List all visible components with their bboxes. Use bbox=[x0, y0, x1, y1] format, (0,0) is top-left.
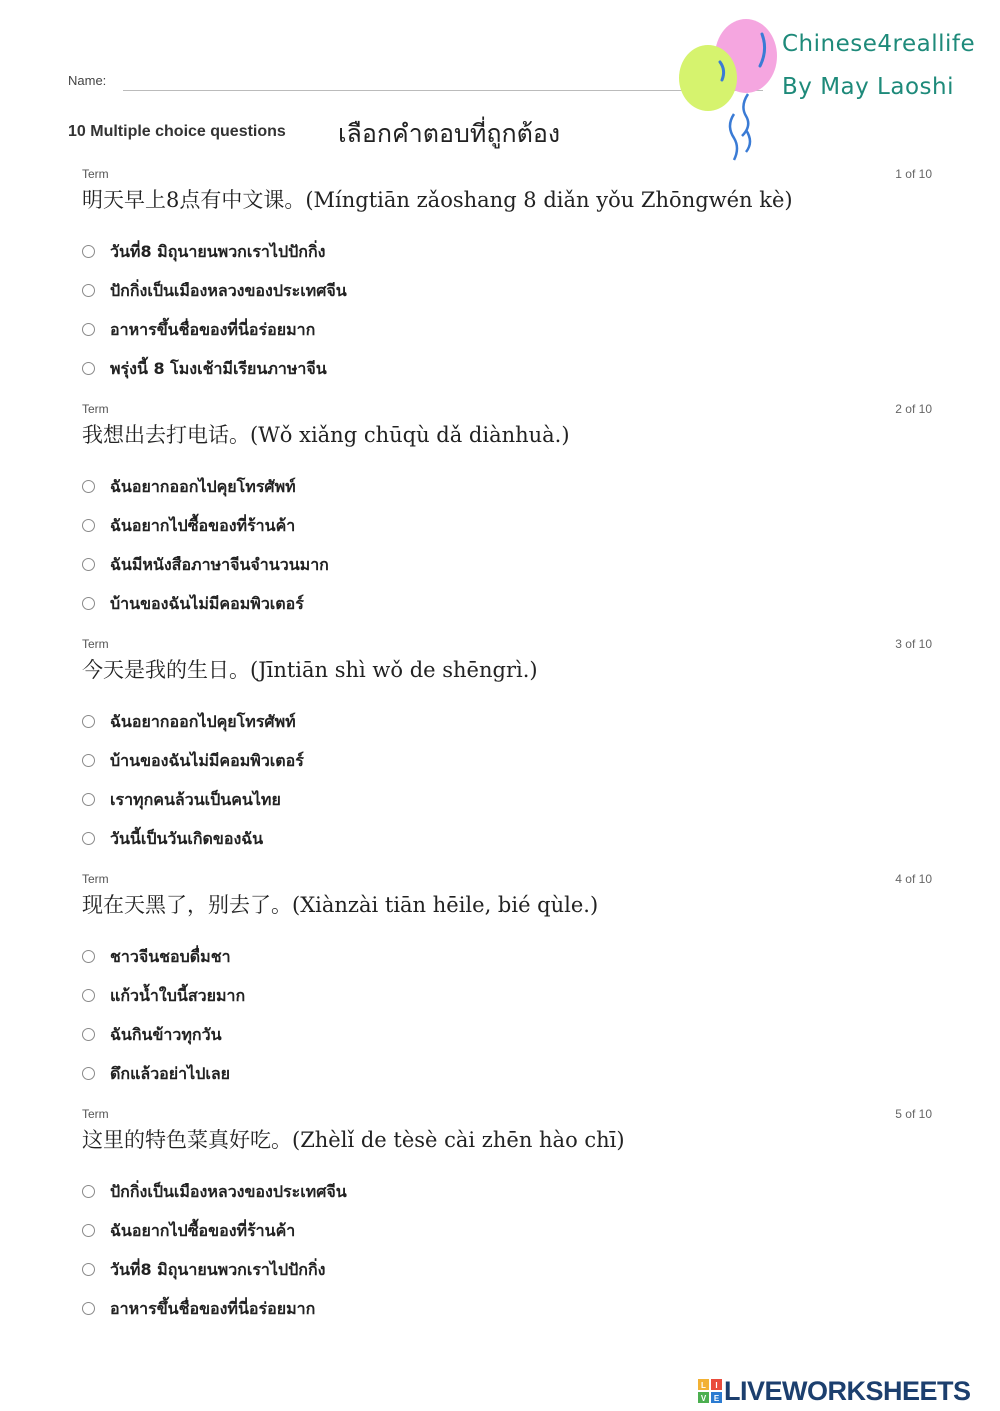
question-counter: 3 of 10 bbox=[895, 637, 932, 651]
answer-option[interactable] bbox=[82, 785, 582, 815]
question-counter: 1 of 10 bbox=[895, 167, 932, 181]
question-5 bbox=[82, 1107, 932, 1337]
radio-icon[interactable] bbox=[82, 950, 95, 963]
option-text: วันที่8 มิถุนายนพวกเราไปปักกิ่ง bbox=[110, 242, 326, 261]
answer-option[interactable] bbox=[82, 1177, 582, 1207]
logo-letter: L bbox=[701, 1381, 706, 1390]
logo-letter: E bbox=[713, 1394, 720, 1403]
term-label: Term bbox=[82, 872, 109, 886]
radio-icon[interactable] bbox=[82, 597, 95, 610]
option-text: อาหารขึ้นชื่อของที่นี่อร่อยมาก bbox=[110, 320, 316, 339]
question-1 bbox=[82, 167, 932, 397]
answer-option[interactable] bbox=[82, 550, 582, 580]
option-text: บ้านของฉันไม่มีคอมพิวเตอร์ bbox=[110, 751, 304, 770]
answer-option[interactable] bbox=[82, 1059, 582, 1089]
option-text: ดึกแล้วอย่าไปเลย bbox=[110, 1064, 230, 1083]
question-counter: 2 of 10 bbox=[895, 402, 932, 416]
logo-letter: V bbox=[700, 1394, 707, 1403]
answer-option[interactable] bbox=[82, 237, 582, 267]
answer-option[interactable] bbox=[82, 511, 582, 541]
name-input[interactable] bbox=[126, 70, 760, 90]
answer-option[interactable] bbox=[82, 707, 582, 737]
answer-option[interactable] bbox=[82, 315, 582, 345]
option-text: ฉันกินข้าวทุกวัน bbox=[110, 1025, 222, 1044]
radio-icon[interactable] bbox=[82, 245, 95, 258]
term-label: Term bbox=[82, 167, 109, 181]
radio-icon[interactable] bbox=[82, 480, 95, 493]
option-text: ฉันอยากไปซื้อของที่ร้านค้า bbox=[110, 1221, 296, 1240]
answer-option[interactable] bbox=[82, 589, 582, 619]
option-text: ฉันอยากออกไปคุยโทรศัพท์ bbox=[110, 712, 296, 731]
answer-option[interactable] bbox=[82, 981, 582, 1011]
liveworksheets-text: LIVEWORKSHEETS bbox=[724, 1376, 971, 1406]
question-3 bbox=[82, 637, 932, 867]
radio-icon[interactable] bbox=[82, 284, 95, 297]
radio-icon[interactable] bbox=[82, 1028, 95, 1041]
liveworksheets-logo-icon bbox=[698, 1379, 722, 1403]
answer-option[interactable] bbox=[82, 942, 582, 972]
option-text: บ้านของฉันไม่มีคอมพิวเตอร์ bbox=[110, 594, 304, 613]
answer-option[interactable] bbox=[82, 1216, 582, 1246]
instruction-text: เลือกคำตอบที่ถูกต้อง bbox=[338, 119, 561, 148]
answer-option[interactable] bbox=[82, 276, 582, 306]
name-row bbox=[68, 70, 768, 92]
brand-author: By May Laoshi bbox=[782, 74, 954, 100]
logo-letter: I bbox=[715, 1381, 718, 1390]
option-text: วันที่8 มิถุนายนพวกเราไปปักกิ่ง bbox=[110, 1260, 326, 1279]
answer-option[interactable] bbox=[82, 824, 582, 854]
option-text: แก้วน้ำใบนี้สวยมาก bbox=[110, 986, 246, 1005]
radio-icon[interactable] bbox=[82, 793, 95, 806]
option-text: พรุ่งนี้ 8 โมงเช้ามีเรียนภาษาจีน bbox=[110, 359, 327, 378]
name-underline bbox=[123, 90, 763, 91]
question-prompt: 今天是我的生日。(Jīntiān shì wǒ de shēngrì.) bbox=[82, 658, 538, 682]
answer-option[interactable] bbox=[82, 1294, 582, 1324]
option-text: เราทุกคนล้วนเป็นคนไทย bbox=[110, 790, 281, 809]
term-label: Term bbox=[82, 637, 109, 651]
option-text: ปักกิ่งเป็นเมืองหลวงของประเทศจีน bbox=[110, 281, 347, 300]
radio-icon[interactable] bbox=[82, 362, 95, 375]
question-prompt: 我想出去打电话。(Wǒ xiǎng chūqù dǎ diànhuà.) bbox=[82, 423, 570, 447]
term-label: Term bbox=[82, 402, 109, 416]
answer-option[interactable] bbox=[82, 472, 582, 502]
balloons-icon bbox=[676, 14, 786, 174]
brand-header bbox=[676, 14, 986, 174]
question-2 bbox=[82, 402, 932, 632]
question-counter: 5 of 10 bbox=[895, 1107, 932, 1121]
radio-icon[interactable] bbox=[82, 754, 95, 767]
option-text: วันนี้เป็นวันเกิดของฉัน bbox=[110, 829, 264, 848]
option-text: ชาวจีนชอบดื่มชา bbox=[110, 947, 231, 966]
term-label: Term bbox=[82, 1107, 109, 1121]
brand-name: Chinese4reallife bbox=[782, 31, 976, 57]
question-prompt: 现在天黑了，别去了。(Xiànzài tiān hēile, bié qùle.) bbox=[82, 893, 599, 917]
question-prompt: 这里的特色菜真好吃。(Zhèlǐ de tèsè cài zhēn hào chī) bbox=[82, 1128, 625, 1152]
radio-icon[interactable] bbox=[82, 519, 95, 532]
option-text: อาหารขึ้นชื่อของที่นี่อร่อยมาก bbox=[110, 1299, 316, 1318]
radio-icon[interactable] bbox=[82, 1185, 95, 1198]
option-text: ฉันมีหนังสือภาษาจีนจำนวนมาก bbox=[110, 555, 329, 574]
answer-option[interactable] bbox=[82, 1255, 582, 1285]
radio-icon[interactable] bbox=[82, 1263, 95, 1276]
answer-option[interactable] bbox=[82, 1020, 582, 1050]
question-4 bbox=[82, 872, 932, 1102]
radio-icon[interactable] bbox=[82, 558, 95, 571]
option-text: ปักกิ่งเป็นเมืองหลวงของประเทศจีน bbox=[110, 1182, 347, 1201]
answer-option[interactable] bbox=[82, 354, 582, 384]
radio-icon[interactable] bbox=[82, 1067, 95, 1080]
option-text: ฉันอยากไปซื้อของที่ร้านค้า bbox=[110, 516, 296, 535]
answer-option[interactable] bbox=[82, 746, 582, 776]
radio-icon[interactable] bbox=[82, 1302, 95, 1315]
radio-icon[interactable] bbox=[82, 715, 95, 728]
radio-icon[interactable] bbox=[82, 989, 95, 1002]
quiz-title: 10 Multiple choice questions bbox=[68, 123, 286, 140]
question-prompt: 明天早上8点有中文课。(Míngtiān zǎoshang 8 diǎn yǒu Zhōngwén kè) bbox=[82, 188, 793, 212]
option-text: ฉันอยากออกไปคุยโทรศัพท์ bbox=[110, 477, 296, 496]
radio-icon[interactable] bbox=[82, 1224, 95, 1237]
question-counter: 4 of 10 bbox=[895, 872, 932, 886]
radio-icon[interactable] bbox=[82, 832, 95, 845]
name-label: Name: bbox=[68, 73, 107, 88]
radio-icon[interactable] bbox=[82, 323, 95, 336]
